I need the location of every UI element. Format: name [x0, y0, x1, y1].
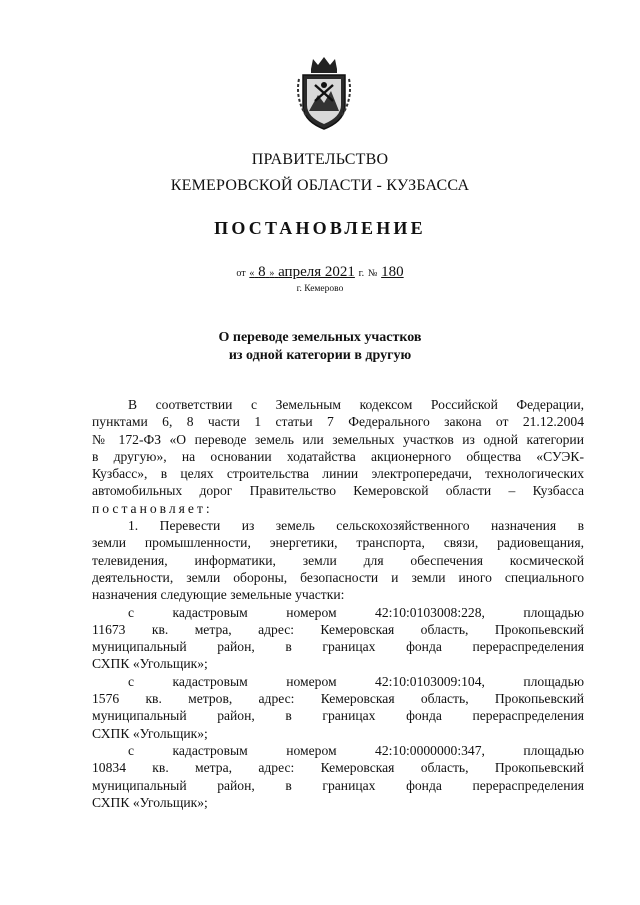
body-line: с кадастровым номером 42:10:0103009:104, площадью — [128, 673, 584, 689]
body-line: пунктами 6, 8 части 1 статьи 7 Федерального закона от 21.12.2004 — [92, 414, 584, 430]
city-label: г. Кемерово — [296, 284, 344, 294]
number-label: № — [367, 268, 378, 279]
body-line: с кадастровым номером 42:10:0103008:228, площадью — [128, 604, 584, 620]
body-line: 11673 кв. метра, адрес: Кемеровская область, Прокопьевский — [92, 621, 584, 637]
document-type-heading: ПОСТАНОВЛЕНИЕ — [214, 218, 426, 238]
body-line: Кузбасс», в целях строительства линии электропередачи, технологических — [92, 466, 584, 482]
document-number: 180 — [381, 264, 404, 280]
document-body — [92, 396, 584, 811]
government-line-1: ПРАВИТЕЛЬСТВО — [251, 151, 389, 168]
body-line: СХПК «Угольщик»; — [92, 656, 208, 672]
body-line: автомобильных дорог Правительство Кемеровской области – Кузбасса — [92, 483, 584, 499]
body-line: земли промышленности, энергетики, транспорта, связи, радиовещания, — [92, 535, 584, 551]
kuzbass-coat-of-arms-icon — [293, 55, 355, 133]
date-number-line — [0, 264, 640, 281]
body-line: СХПК «Угольщик»; — [92, 725, 208, 741]
body-line: муниципальный район, в границах фонда перераспределения — [92, 639, 584, 655]
date-day: 8 — [258, 264, 266, 280]
from-label: от — [236, 268, 246, 279]
document-title-line-1: О переводе земельных участков — [218, 330, 422, 345]
date-value: « 8 » апреля 2021 — [249, 264, 355, 280]
government-line-2: КЕМЕРОВСКОЙ ОБЛАСТИ - КУЗБАССА — [170, 177, 470, 194]
body-line: муниципальный район, в границах фонда перераспределения — [92, 708, 584, 724]
body-line: 1. Перевести из земель сельскохозяйственного назначения в — [128, 518, 584, 534]
body-line: телевидения, информатики, земли для обеспечения космической — [92, 552, 584, 568]
document-title-line-2: из одной категории в другую — [228, 348, 412, 363]
date-month-year: апреля 2021 — [278, 264, 355, 280]
year-suffix: г. — [358, 268, 365, 279]
body-line: В соответствии с Земельным кодексом Российской Федерации, — [128, 397, 584, 412]
body-line: 1576 кв. метров, адрес: Кемеровская область, Прокопьевский — [92, 691, 584, 707]
body-line: в другую», на основании ходатайства акционерного общества «СУЭК- — [92, 448, 584, 464]
body-line: постановляет: — [92, 500, 213, 516]
body-line: деятельности, земли обороны, безопасности и земли иного специального — [92, 569, 584, 585]
body-line: 10834 кв. метра, адрес: Кемеровская область, Прокопьевский — [92, 760, 584, 776]
body-line: муниципальный район, в границах фонда перераспределения — [92, 777, 584, 793]
body-line: назначения следующие земельные участки: — [92, 587, 345, 603]
body-line: с кадастровым номером 42:10:0000000:347, площадью — [128, 742, 584, 758]
body-line: № 172-ФЗ «О переводе земель или земельных участков из одной категории — [92, 431, 584, 447]
body-line: СХПК «Угольщик»; — [92, 794, 208, 810]
